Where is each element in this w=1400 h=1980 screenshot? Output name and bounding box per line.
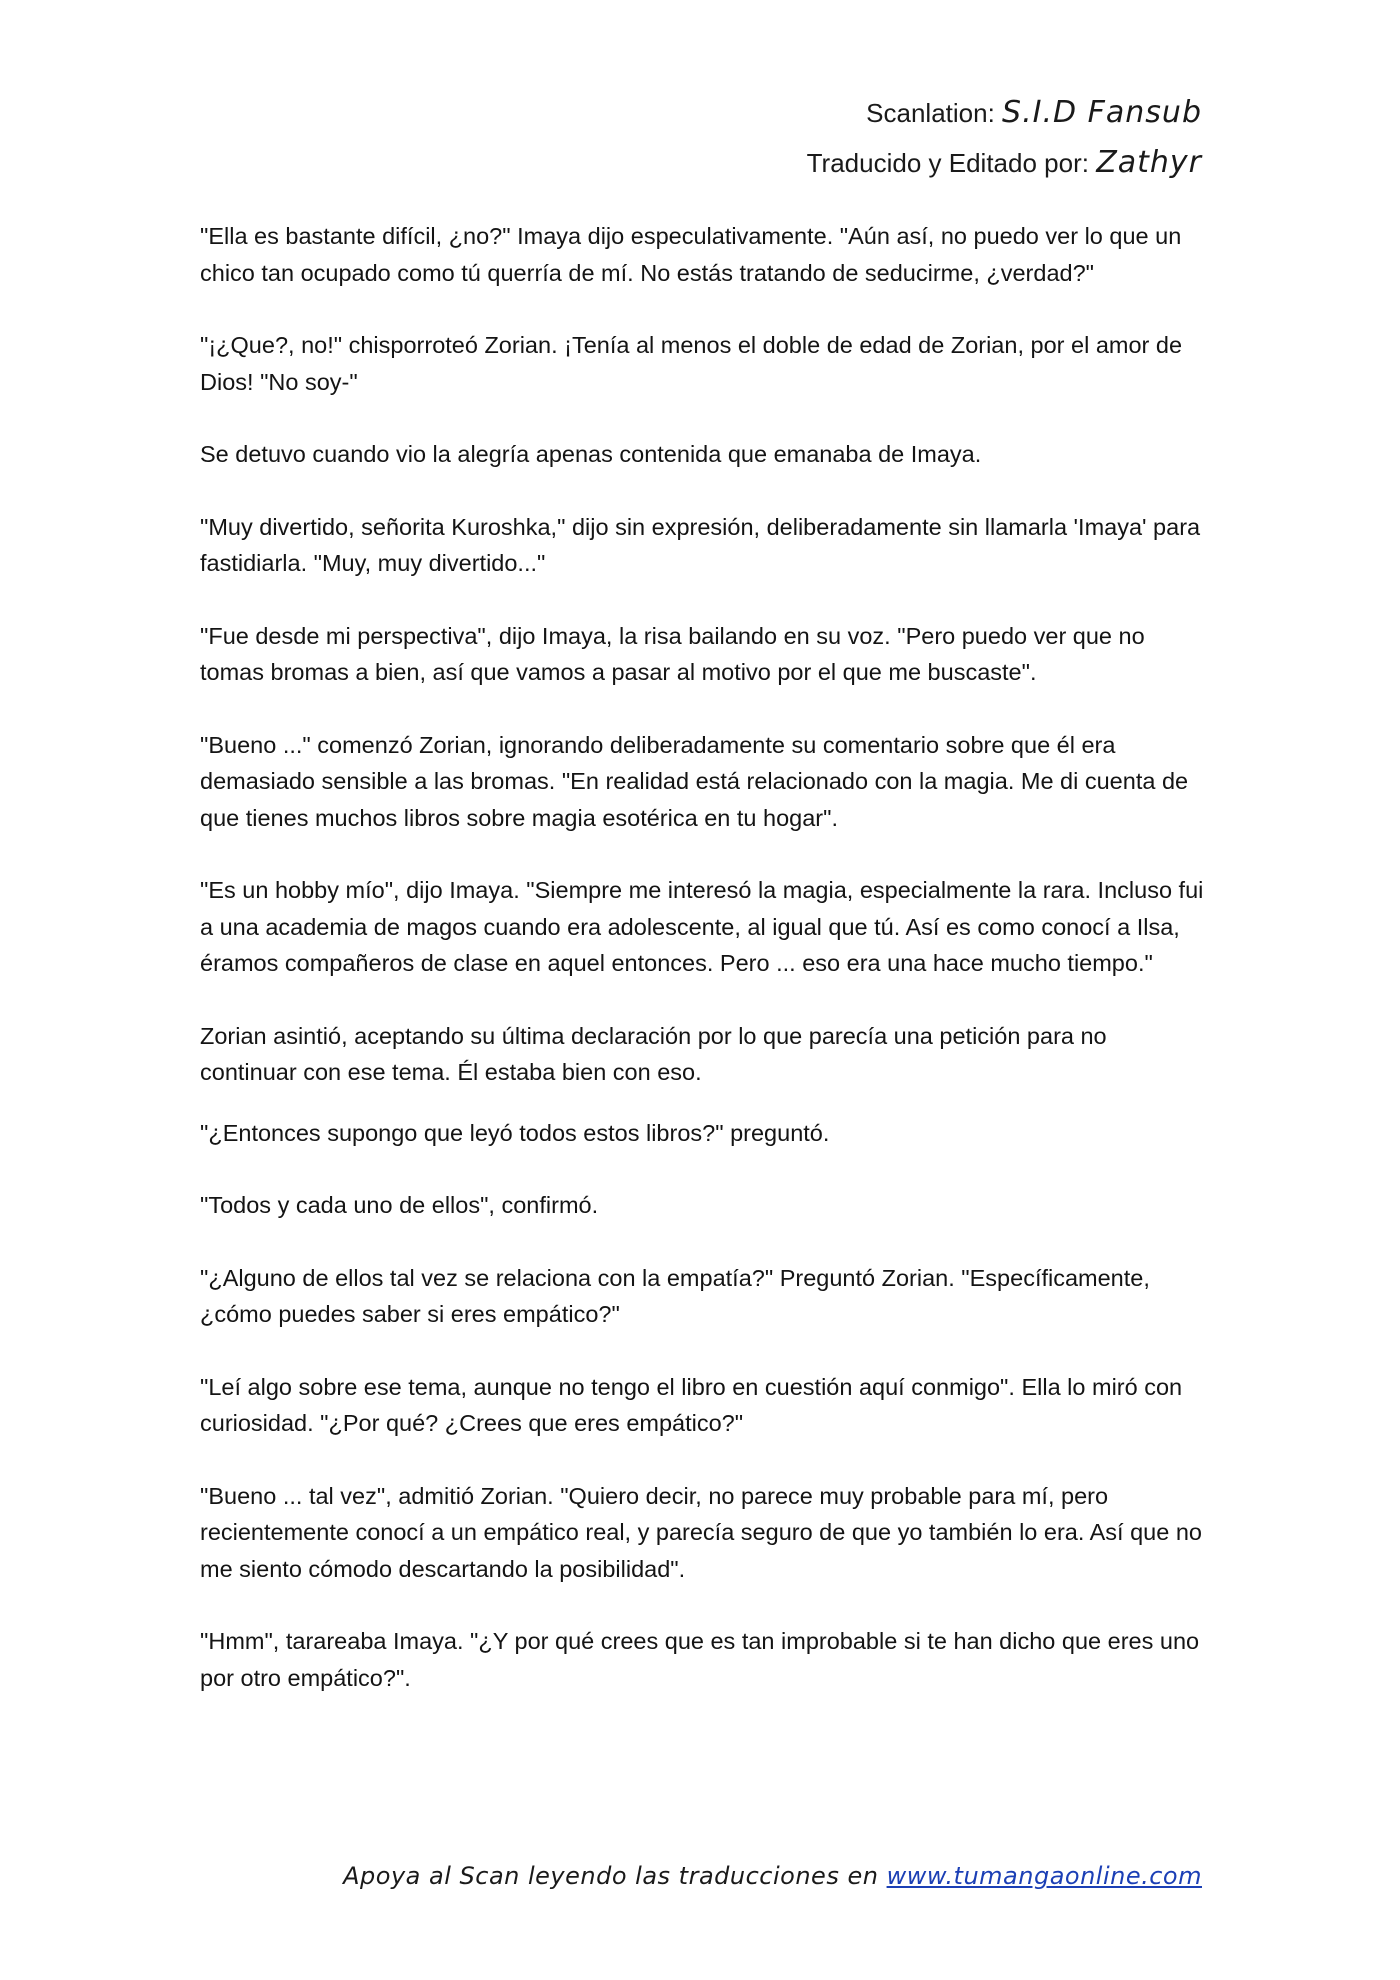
translator-credit	[807, 138, 1202, 188]
paragraph-8: Zorian asintió, aceptando su última declaración por lo que parecía una petición para no continuar con ese tema. Él estaba bien con eso.	[200, 1022, 1107, 1085]
footer-text: Apoya al Scan leyendo las traducciones en	[343, 1862, 879, 1890]
translator-label: Traducido y Editado por:	[806, 148, 1089, 178]
scanlation-label: Scanlation:	[866, 98, 995, 128]
paragraph-4: "Muy divertido, señorita Kuroshka," dijo sin expresión, deliberadamente sin llamarla 'Imaya' para fastidiarla. "Muy, muy divertido..."	[200, 513, 1201, 576]
credits-header	[807, 88, 1202, 188]
paragraph-12: "Leí algo sobre ese tema, aunque no tengo el libro en cuestión aquí conmigo". Ella lo miró con curiosidad. "¿Por qué? ¿Crees que eres empático?"	[200, 1373, 1183, 1436]
paragraph-9: "¿Entonces supongo que leyó todos estos libros?" preguntó.	[200, 1119, 830, 1146]
footer-link[interactable]: www.tumangaonline.com	[886, 1862, 1202, 1890]
scanlation-name: S.I.D Fansub	[1002, 95, 1202, 130]
scanlation-credit	[807, 88, 1202, 138]
paragraph-14: "Hmm", tarareaba Imaya. "¿Y por qué crees que es tan improbable si te han dicho que eres uno por otro empático?".	[200, 1628, 1200, 1691]
paragraph-7: "Es un hobby mío", dijo Imaya. "Siempre me interesó la magia, especialmente la rara. Incluso fui a una academia de magos cuando era adolescente, al igual que tú. Así es como conocí a Ilsa, éramos compañeros de clase en aquel entonces. Pero ... eso era una hace mucho tiempo."	[200, 877, 1204, 976]
paragraph-11: "¿Alguno de ellos tal vez se relaciona con la empatía?" Preguntó Zorian. "Específicamente, ¿cómo puedes saber si eres empático?"	[200, 1264, 1150, 1327]
paragraph-2: "¡¿Que?, no!" chisporroteó Zorian. ¡Tenía al menos el doble de edad de Zorian, por el amor de Dios! "No soy-"	[200, 332, 1183, 395]
paragraph-10: "Todos y cada uno de ellos", confirmó.	[200, 1192, 599, 1218]
story-text	[200, 218, 1205, 1732]
paragraph-5: "Fue desde mi perspectiva", dijo Imaya, la risa bailando en su voz. "Pero puedo ver que no tomas bromas a bien, así que vamos a pasar al motivo por el que me buscaste".	[200, 622, 1145, 685]
translator-name: Zathyr	[1096, 145, 1202, 180]
paragraph-1: "Ella es bastante difícil, ¿no?" Imaya dijo especulativamente. "Aún así, no puedo ver lo que un chico tan ocupado como tú querría de mí. No estás tratando de seducirme, ¿verdad?"	[200, 223, 1182, 286]
paragraph-3: Se detuvo cuando vio la alegría apenas contenida que emanaba de Imaya.	[200, 441, 982, 467]
support-footer	[343, 1862, 1202, 1890]
paragraph-13: "Bueno ... tal vez", admitió Zorian. "Quiero decir, no parece muy probable para mí, pero recientemente conocí a un empático real, y parecía seguro de que yo también lo era. Así que no me siento cómodo descartando la posibilidad".	[200, 1482, 1202, 1582]
paragraph-6: "Bueno ..." comenzó Zorian, ignorando deliberadamente su comentario sobre que él era demasiado sensible a las bromas. "En realidad está relacionado con la magia. Me di cuenta de que tienes muchos libros sobre magia esotérica en tu hogar".	[200, 731, 1189, 831]
